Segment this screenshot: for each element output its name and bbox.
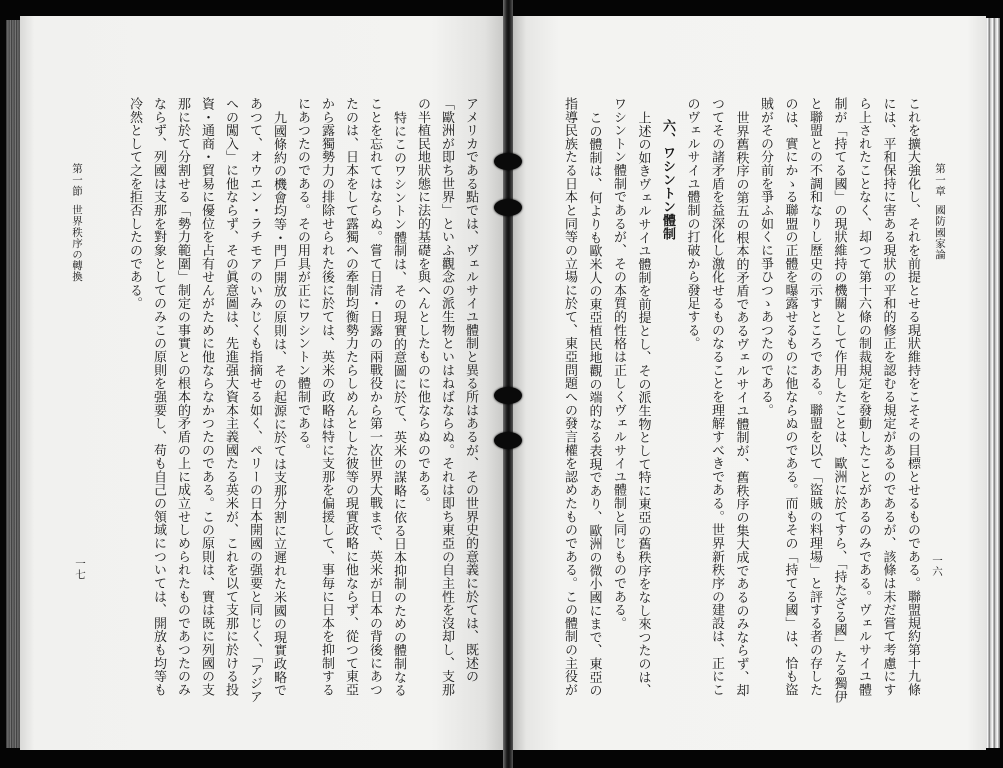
text-column: ならず、列國は支那を對象としてのみこの原則を强要し、苟も自己の領域については、開放も均等も [151, 97, 166, 697]
text-column: 上述の如きヴェルサイユ體制を前提とし、その派生物として特に東亞の舊秩序をなし來つたのは、 [635, 110, 651, 697]
text-column: 九國條約の機會均等・門戶開放の原則は、その起源に於ては支那分割に立遲れた米國の現實政略で [271, 110, 286, 697]
text-column: 「歐洲が即ち世界」といふ觀念の派生物といはねばならぬ。それは即ち東亞の自主性を沒却し、支那 [439, 97, 454, 697]
text-column: あつて、オウエン・ラチモアのいみじくも指摘せる如く、ペリーの日本開國の强要と同じく、「アジア [247, 97, 262, 704]
chapter-label: 第一章 [934, 163, 946, 197]
text-column: には、平和保持に害ある現狀の平和的修正を認むる規定があるのであるが、該條は未だ嘗て考慮にす [880, 97, 896, 697]
running-head-left [70, 163, 84, 282]
text-column: 世界舊秩序の第五の根本的矛盾であるヴェルサイユ體制が、舊秩序の集大成であるのみならず、却 [733, 110, 749, 697]
section-label: 第一節 [71, 163, 83, 197]
text-column: への闖入」に他ならず、その眞意圖は、先進强大資本主義國たる英米が、これを以て支那に於ける投 [223, 97, 238, 697]
text-column: アメリカである點では、ヴェルサイユ體制と異る所はあるが、その世界史的意義に於ては、既述の [463, 97, 478, 684]
text-column: ワシントン體制であるが、その本質的性格は正しくヴェルサイユ體制と同じものである。 [611, 97, 626, 630]
text-column: にあつたのである。その用具が正にワシントン體制である。 [295, 97, 310, 457]
text-column: これを擴大強化し、それを前提とせる現狀維持をこそその目標とせるものである。聯盟規約第十九條 [905, 97, 920, 697]
running-head-right [933, 163, 947, 260]
page-stack-right [986, 18, 1000, 748]
text-column: ことを忘れてはならぬ。嘗て日清・日露の兩戰役から第一次世界大戰まで、英米が日本の背後にあつ [367, 97, 382, 697]
page-number-right: 一六 [931, 555, 943, 577]
left-page-body [122, 97, 482, 717]
binding-hole [494, 387, 522, 404]
text-column: 特にこのワシントン體制は、その現實的意圖に於て、英米の謀略に依る日本抑制のための體制なる [391, 110, 406, 697]
section-heading: 六、ワシントン體制 [660, 119, 675, 241]
chapter-title: 國防國家論 [934, 204, 946, 260]
text-column: 賊がその分前を爭ふ如くに爭ひつゝあつたのである。 [758, 97, 773, 417]
text-column: 指導民族たる日本と同等の立場に於て、東亞問題への發言權を認めたものである。この體制の主役が [562, 97, 577, 697]
text-column: この體制は、何よりも歐米人の東亞植民地觀の端的なる表現であり、歐洲の微小國にまで、東亞の [586, 110, 602, 697]
text-column: つてその諸矛盾を益深化し激化せるものなることを理解すべきである。世界新秩序の建設は、正にこ [709, 97, 724, 697]
text-column: のヴェルサイユ體制の打破から發足する。 [684, 97, 700, 351]
right-page-body [556, 97, 924, 717]
binding-hole [494, 153, 522, 170]
text-column: 那に於て分割せる「勢力範圍」制定の事實との根本的矛盾の上に成立せしめられたものであつたのみ [175, 97, 190, 697]
text-column: 制が「持てる國」の現狀維持の機關として作用したことは、歐洲に於てすら、「持たざる國」たる獨伊 [831, 97, 847, 704]
page-number-left: 一七 [74, 558, 86, 580]
section-title: 世界秩序の轉換 [71, 204, 83, 283]
text-column: 資・通商・貿易に優位を占有せんがために他ならなかつたのである。この原則は、實は既に列國の支 [199, 97, 214, 697]
text-column: たのは、日本をして露獨への牽制均衡勢力たらしめんとした彼等の現實政略に他ならず、從つて東亞 [343, 97, 358, 697]
text-column: ら上されたことなく、却つて第十六條の制裁規定を發動したことがあるのみである。ヴェルサイユ體 [856, 97, 871, 697]
text-column: から露獨勢力の排除せられた後に於ては、英米の政略は特に支那を偏援して、事毎に日本を抑制する [319, 97, 334, 697]
text-column: と聯盟との不調和なりし歷史の示すところである。聯盟を以て「盜賊の料理場」と評する者の存した [807, 97, 822, 697]
text-column: 冷然として之を拒否したのである。 [127, 97, 142, 311]
book-spine [503, 0, 513, 768]
binding-hole [494, 199, 522, 216]
text-column: の半植民地狀態に法的基礎を與へんとしたものに他ならぬのである。 [415, 97, 430, 510]
binding-hole [494, 432, 522, 449]
text-column: のは、實にかゝる聯盟の正體を曝露せるものに他ならぬのである。而もその「持てる國」は、恰も盜 [782, 97, 798, 697]
